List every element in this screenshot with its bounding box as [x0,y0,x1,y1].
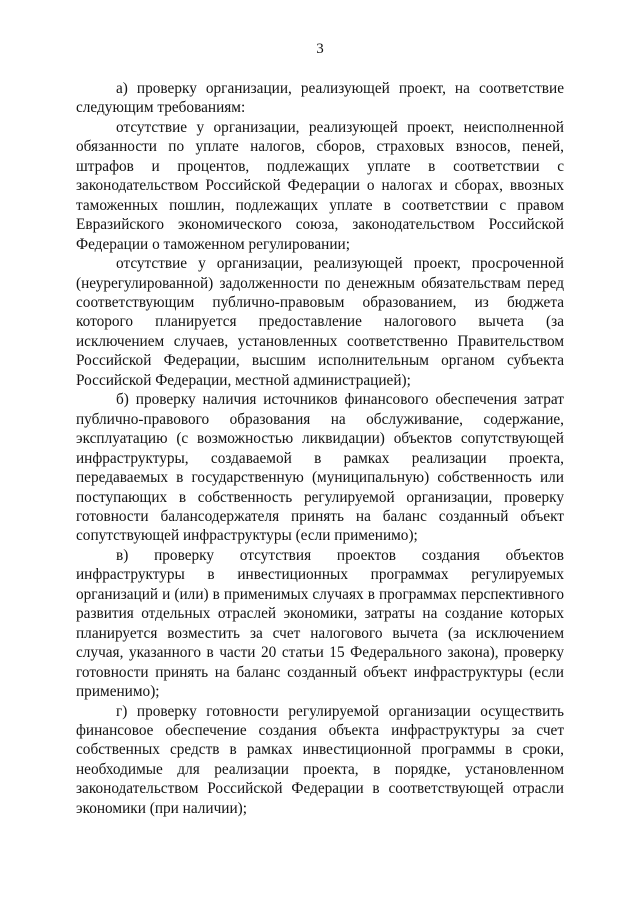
paragraph-b: б) проверку наличия источников финансового обеспечения затрат публично-правового образования на обслуживание, содержание, эксплуатацию (с возможностью ликвидации) объектов сопутствующей инфраструктуры, создаваемой в рамках реализации проекта, передаваемых в государственную (муниципальную) собственность или поступающих в собственность регулируемой организации, проверку готовности балансодержателя принять на баланс созданный объект сопутствующей инфраструктуры (если применимо); [76,391,564,545]
paragraph-g: г) проверку готовности регулируемой организации осуществить финансовое обеспечение создания объекта инфраструктуры за счет собственных средств в рамках инвестиционной программы в сроки, необходимые для реализации проекта, в порядке, установленном законодательством Российской Федерации в соответствующей отрасли экономики (при наличии); [76,702,564,817]
paragraph-requirement-taxes: отсутствие у организации, реализующей проект, неисполненной обязанности по уплате налогов, сборов, страховых взносов, пеней, штрафов и процентов, подлежащих уплате в соответствии с законодательством Российской Федерации о налогах и сборах, ввозных таможенных пошлин, подлежащих уплате в соответствии с правом Евразийского экономического союза, законодательством Российской Федерации о таможенном регулировании; [76,118,564,253]
paragraph-a: а) проверку организации, реализующей проект, на соответствие следующим требованиям: [76,80,564,117]
page-number: 3 [316,41,324,57]
paragraph-requirement-debt: отсутствие у организации, реализующей проект, просроченной (неурегулированной) задолженности по денежным обязательствам перед соответствующим публично-правовым образованием, из бюджета которого планируется предоставление налогового вычета (за исключением случаев, установленных соответственно Правительством Российской Федерации, высшим исполнительным органом субъекта Российской Федерации, местной администрацией); [76,255,564,389]
document-body [76,79,564,818]
paragraph-v: в) проверку отсутствия проектов создания объектов инфраструктуры в инвестиционных программах регулируемых организаций и (или) в применимых случаях в программах перспективного развития отдельных отраслей экономики, затраты на создание которых планируется возместить за счет налогового вычета (за исключением случая, указанного в части 20 статьи 15 Федерального закона), проверку готовности принять на баланс созданный объект инфраструктуры (если применимо); [76,546,564,701]
